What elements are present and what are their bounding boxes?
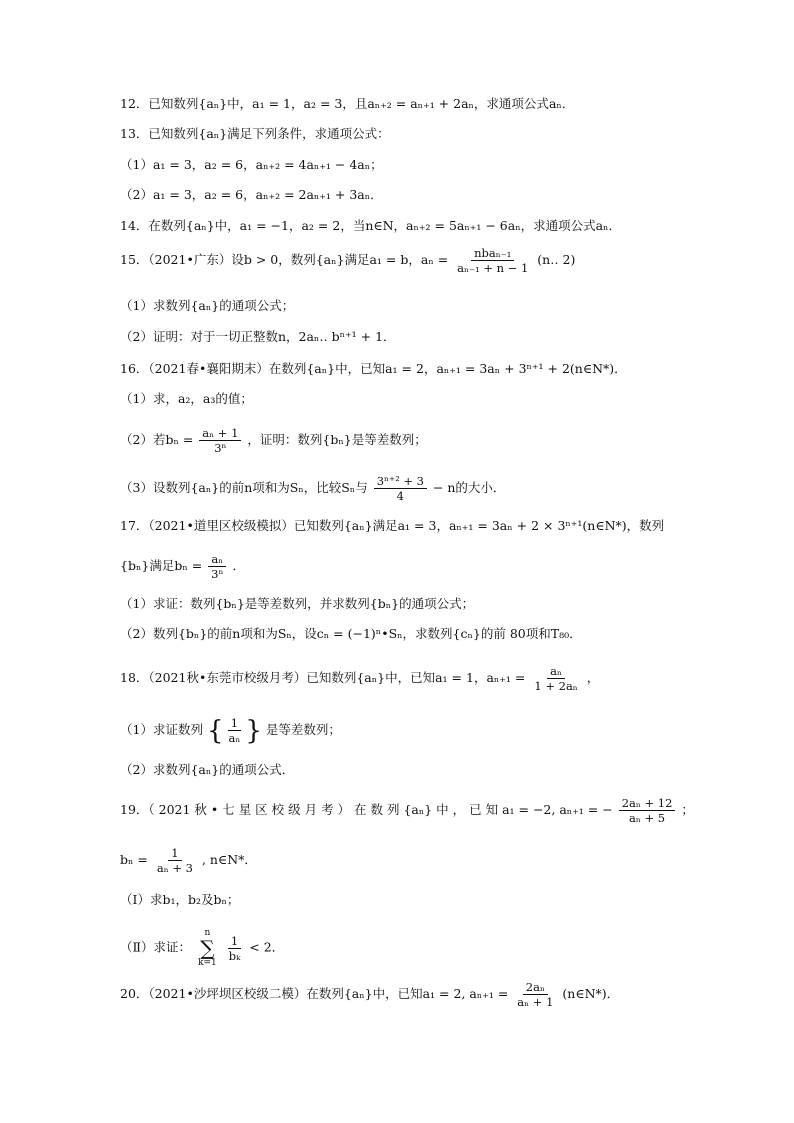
numerator: 1 bbox=[168, 846, 181, 861]
part-suffix: ． bbox=[232, 558, 245, 573]
problem-19 bbox=[120, 796, 694, 825]
problem-13: 13．已知数列{aₙ}满足下列条件，求通项公式： bbox=[120, 126, 390, 141]
problem-19-b bbox=[120, 846, 674, 875]
part-text: bₙ = bbox=[120, 852, 148, 867]
part-suffix: , n∈N*． bbox=[201, 852, 257, 867]
numerator: 3ⁿ⁺² + 3 bbox=[374, 474, 427, 489]
problem-14: 14．在数列{aₙ}中，a₁ = −1，a₂ = 2，当n∈N，aₙ₊₂ = 5aₙ₊₁ − 6aₙ，求通项公式aₙ． bbox=[120, 218, 621, 233]
denominator: 4 bbox=[396, 489, 404, 503]
problem-19-part-1: （Ⅰ）求b₁，b₂及bₙ； bbox=[120, 892, 240, 907]
numerator: nbaₙ₋₁ bbox=[471, 246, 514, 261]
denominator: 3ⁿ bbox=[211, 567, 224, 581]
summation bbox=[198, 928, 217, 968]
part-suffix: − n的大小． bbox=[432, 480, 506, 495]
part-text: （Ⅱ）求证： bbox=[120, 939, 191, 955]
part-suffix: ，证明：数列{bₙ}是等差数列； bbox=[247, 432, 427, 447]
problem-12: 12．已知数列{aₙ}中，a₁ = 1，a₂ = 3，且aₙ₊₂ = aₙ₊₁ + 2aₙ，求通项公式aₙ． bbox=[120, 96, 575, 111]
problem-16-part-1: （1）求，a₂，a₃的值； bbox=[120, 391, 253, 406]
denominator: aₙ₋₁ + n − 1 bbox=[457, 261, 529, 275]
numerator: aₙ bbox=[208, 552, 226, 567]
fraction bbox=[226, 716, 244, 745]
problem-18-part-2: （2）求数列{aₙ}的通项公式． bbox=[120, 762, 295, 777]
part-text: （2）若bₙ = bbox=[120, 432, 194, 447]
problem-13-part-1: （1）a₁ = 3，a₂ = 6，aₙ₊₂ = 4aₙ₊₁ − 4aₙ； bbox=[120, 157, 383, 172]
numerator: aₙ bbox=[547, 664, 565, 679]
problem-17-b bbox=[120, 552, 674, 581]
part-text: （1）求证数列 bbox=[120, 722, 203, 737]
fraction bbox=[199, 426, 241, 455]
part-suffix: < 2． bbox=[249, 939, 285, 955]
part-suffix: ， bbox=[586, 670, 600, 685]
part-suffix: (n∈N*)． bbox=[562, 986, 620, 1001]
problem-13-part-2: （2）a₁ = 3，a₂ = 6，aₙ₊₂ = 2aₙ₊₁ + 3aₙ． bbox=[120, 187, 383, 202]
fraction bbox=[226, 934, 244, 963]
denominator: bₖ bbox=[228, 948, 241, 963]
numerator: 2aₙ + 12 bbox=[619, 796, 676, 811]
fraction bbox=[514, 980, 556, 1009]
denominator: 3ⁿ bbox=[214, 441, 227, 455]
numerator: aₙ + 1 bbox=[199, 426, 241, 441]
sigma-symbol: ∑ bbox=[200, 936, 215, 960]
denominator: aₙ + 1 bbox=[517, 995, 554, 1009]
fraction bbox=[374, 474, 427, 503]
problem-20-text: 20．（2021•沙坪坝区校级二模）在数列{aₙ}中，已知a₁ = 2, aₙ₊₁ = bbox=[120, 986, 509, 1001]
problem-20 bbox=[120, 980, 674, 1009]
part-text: {bₙ}满足bₙ = bbox=[120, 558, 203, 573]
denominator: aₙ bbox=[228, 731, 241, 745]
denominator: aₙ + 3 bbox=[156, 861, 193, 875]
part-text: （3）设数列{aₙ}的前n项和为Sₙ，比较Sₙ与 bbox=[120, 480, 368, 495]
sum-lower: k=1 bbox=[197, 958, 217, 968]
part-suffix: 是等差数列； bbox=[265, 722, 341, 737]
problem-15-part-2: （2）证明：对于一切正整数n，2aₙ‥ bⁿ⁺¹ + 1． bbox=[120, 329, 396, 344]
left-brace: { bbox=[206, 715, 224, 746]
problem-18 bbox=[120, 664, 674, 693]
denominator: 1 + 2aₙ bbox=[534, 679, 578, 693]
fraction bbox=[154, 846, 196, 875]
part-suffix: ； bbox=[681, 802, 694, 817]
problem-18-text: 18．（2021秋•东莞市校级月考）已知数列{aₙ}中，已知a₁ = 1，aₙ₊₁ = bbox=[120, 670, 526, 685]
problem-15-text: 15．（2021•广东）设b > 0，数列{aₙ}满足a₁ = b，aₙ = bbox=[120, 252, 449, 267]
fraction bbox=[531, 664, 580, 693]
problem-17: 17．（2021•道里区校级模拟）已知数列{aₙ}满足a₁ = 3，aₙ₊₁ = 3aₙ + 2 × 3ⁿ⁺¹(n∈N*)，数列 bbox=[120, 518, 665, 533]
problem-16-part-2 bbox=[120, 426, 674, 455]
problem-17-part-2: （2）数列{bₙ}的前n项和为Sₙ，设cₙ = (−1)ⁿ•Sₙ，求数列{cₙ}的前 80项和T₈₀． bbox=[120, 626, 582, 641]
problem-16: 16．（2021春•襄阳期末）在数列{aₙ}中，已知a₁ = 2，aₙ₊₁ = 3aₙ + 3ⁿ⁺¹ + 2(n∈N*)． bbox=[120, 361, 627, 376]
problem-15-suffix: (n‥ 2) bbox=[537, 252, 576, 267]
fraction bbox=[208, 552, 226, 581]
problem-19-part-2 bbox=[120, 928, 674, 968]
problem-16-part-3 bbox=[120, 474, 674, 503]
problem-17-part-1: （1）求证：数列{bₙ}是等差数列，并求数列{bₙ}的通项公式； bbox=[120, 596, 475, 611]
sum-upper: n bbox=[204, 928, 211, 938]
numerator: 1 bbox=[228, 934, 241, 949]
problem-15 bbox=[120, 246, 674, 275]
problem-19-text: 19．（ 2021 秋 • 七 星 区 校 级 月 考 ） 在 数 列 {aₙ} 中 ， 已 知 a₁ = −2, aₙ₊₁ = − bbox=[120, 802, 613, 817]
denominator: aₙ + 5 bbox=[629, 811, 666, 825]
numerator: 1 bbox=[228, 716, 241, 731]
problem-15-part-1: （1）求数列{aₙ}的通项公式； bbox=[120, 298, 295, 313]
numerator: 2aₙ bbox=[523, 980, 548, 995]
fraction bbox=[454, 246, 531, 275]
problem-18-part-1 bbox=[120, 716, 674, 745]
fraction bbox=[619, 796, 676, 825]
right-brace: } bbox=[245, 715, 262, 746]
